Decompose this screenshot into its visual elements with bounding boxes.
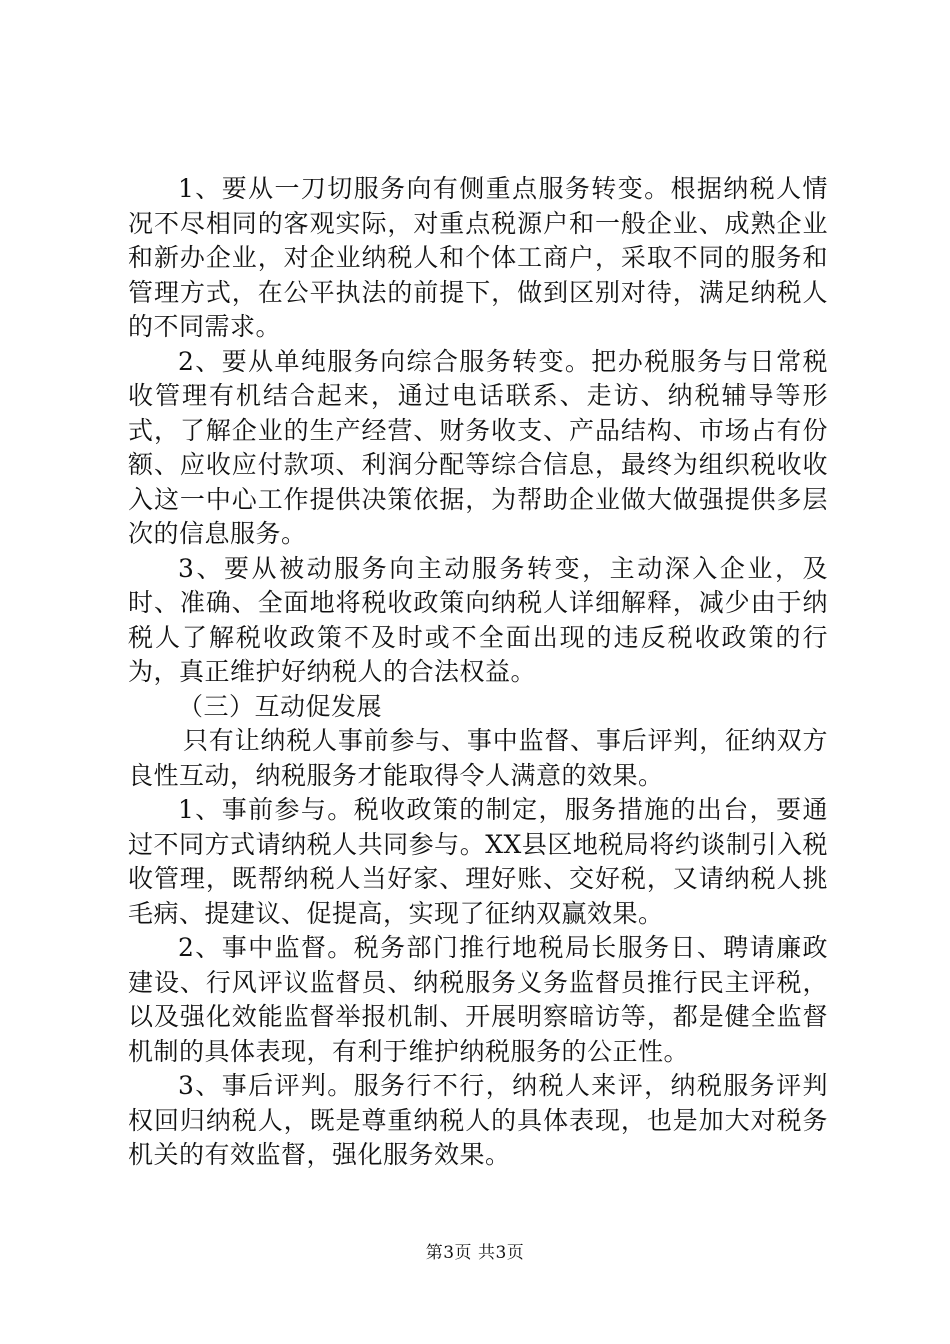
paragraph-1: 1、要从一刀切服务向有侧重点服务转变。根据纳税人情况不尽相同的客观实际，对重点税源户和一般企业、成熟企业和新办企业，对企业纳税人和个体工商户，采取不同的服务和管理方式，在公平执法的前提下，做到区别对待，满足纳税人的不同需求。	[128, 174, 828, 341]
item-paragraph-2: 2、事中监督。税务部门推行地税局长服务日、聘请廉政建设、行风评议监督员、纳税服务义务监督员推行民主评税，以及强化效能监督举报机制、开展明察暗访等，都是健全监督机制的具体表现，有利于维护纳税服务的公正性。	[128, 933, 828, 1066]
intro-paragraph: 只有让纳税人事前参与、事中监督、事后评判，征纳双方良性互动，纳税服务才能取得令人满意的效果。	[128, 726, 828, 790]
item-paragraph-1: 1、事前参与。税收政策的制定，服务措施的出台，要通过不同方式请纳税人共同参与。XX县区地税局将约谈制引入税收管理，既帮纳税人当好家、理好账、交好税，又请纳税人挑毛病、提建议、促提高，实现了征纳双赢效果。	[128, 795, 828, 928]
paragraph-2: 2、要从单纯服务向综合服务转变。把办税服务与日常税收管理有机结合起来，通过电话联系、走访、纳税辅导等形式，了解企业的生产经营、财务收支、产品结构、市场占有份额、应收应付款项、利润分配等综合信息，最终为组织税收收入这一中心工作提供决策依据，为帮助企业做大做强提供多层次的信息服务。	[128, 346, 828, 548]
section-heading: （三）互动促发展	[178, 691, 383, 721]
document-body	[128, 172, 828, 1173]
item-paragraph-3: 3、事后评判。服务行不行，纳税人来评，纳税服务评判权回归纳税人，既是尊重纳税人的具体表现，也是加大对税务机关的有效监督，强化服务效果。	[128, 1071, 828, 1169]
paragraph-3: 3、要从被动服务向主动服务转变，主动深入企业，及时、准确、全面地将税收政策向纳税人详细解释，减少由于纳税人了解税收政策不及时或不全面出现的违反税收政策的行为，真正维护好纳税人的合法权益。	[128, 553, 828, 686]
page-footer: 第3页 共3页	[425, 1243, 525, 1263]
